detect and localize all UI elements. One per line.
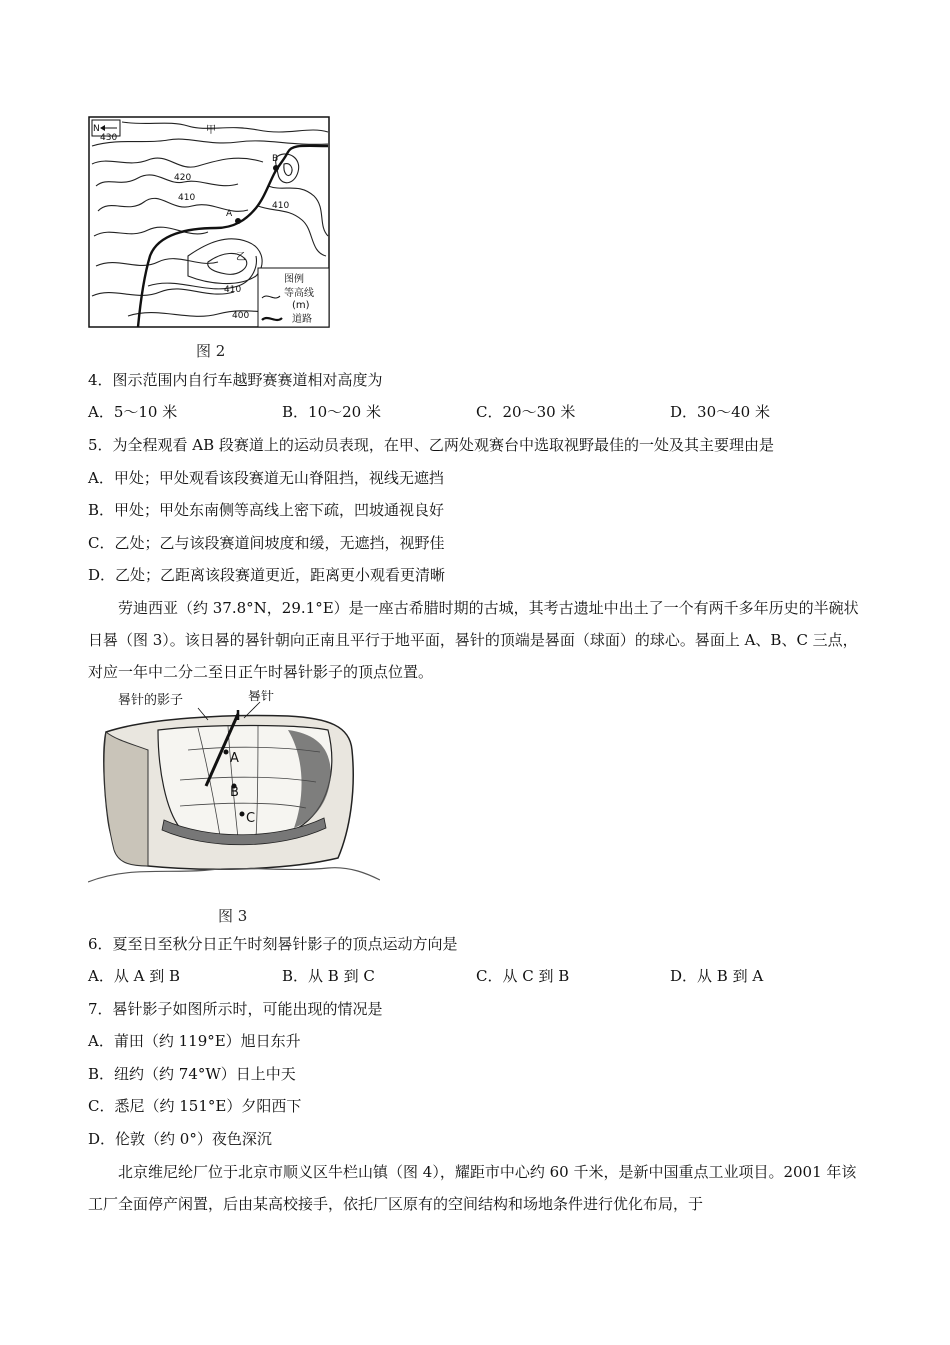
contour-label: 410 [178,193,196,203]
point-a-marker [235,218,241,224]
legend-contour-unit: (m) [292,300,310,311]
point-a-marker [224,750,229,755]
north-label: N [93,124,100,134]
contour-label: 400 [232,311,250,321]
question-4-option-a: A．5～10 米 [88,403,178,421]
sundial-svg [88,690,380,890]
point-b-label: B [272,154,279,164]
point-b-label: B [230,785,239,800]
shadow-label: 晷针的影子 [118,693,184,708]
figure-2-contour-map [88,116,330,328]
question-5-option-a: A．甲处；甲处观看该段赛道无山脊阻挡，视线无遮挡 [88,469,444,487]
question-7-option-a: A．莆田（约 119°E）旭日东升 [88,1032,301,1050]
contour-map-svg [88,116,330,328]
contour-label: 420 [174,173,192,183]
legend-road-label: 道路 [292,314,312,325]
figure-2-caption: 图 2 [196,342,226,360]
yi-label: 乙 [236,252,246,263]
question-5-option-d: D．乙处；乙距离该段赛道更近，距离更小观看更清晰 [88,566,446,584]
question-4-option-d: D．30～40 米 [670,403,770,421]
question-6-option-d: D．从 B 到 A [670,967,764,985]
gnomon-label: 晷针 [248,690,275,704]
point-b-marker [273,165,279,171]
question-4-stem: 4．图示范围内自行车越野赛赛道相对高度为 [88,371,383,389]
point-a-label: A [226,209,233,219]
legend-title: 图例 [284,274,304,285]
contour-label: 430 [100,133,118,143]
contour-label: 410 [224,285,242,295]
stone-side [104,732,148,866]
question-7-stem: 7．晷针影子如图所示时，可能出现的情况是 [88,1000,383,1018]
point-c-label: C [246,811,256,826]
figure-3-sundial [88,690,380,890]
point-a-label: A [230,751,239,766]
point-c-marker [240,812,245,817]
question-7-option-d: D．伦敦（约 0°）夜色深沉 [88,1130,272,1148]
question-4-option-b: B．10～20 米 [282,403,381,421]
question-7-option-b: B．纽约（约 74°W）日上中天 [88,1065,296,1083]
question-5-option-b: B．甲处；甲处东南侧等高线上密下疏，凹坡通视良好 [88,501,445,519]
figure-3-caption: 图 3 [218,907,248,925]
question-5-stem: 5．为全程观看 AB 段赛道上的运动员表现，在甲、乙两处观赛台中选取视野最佳的一处及其主要理由是 [88,436,774,454]
question-6-stem: 6．夏至日至秋分日正午时刻晷针影子的顶点运动方向是 [88,935,458,953]
question-4-option-c: C．20～30 米 [476,403,576,421]
contour-label: 410 [272,201,290,211]
question-6-option-b: B．从 B 到 C [282,967,375,985]
question-6-option-c: C．从 C 到 B [476,967,570,985]
question-7-option-c: C．悉尼（约 151°E）夕阳西下 [88,1097,302,1115]
question-5-option-c: C．乙处；乙与该段赛道间坡度和缓，无遮挡，视野佳 [88,534,445,552]
legend-contour-label: 等高线 [284,288,314,299]
passage-factory: 北京维尼纶厂位于北京市顺义区牛栏山镇（图 4），耀距市中心约 60 千米，是新中国重点工业项目。2001 年该工厂全面停产闲置，后由某高校接手，依托厂区原有的空间结构和场地条件进行优化布局，于 [88,1163,857,1213]
question-6-option-a: A．从 A 到 B [88,967,180,985]
jia-label: 甲 [206,125,216,136]
passage-sundial: 劳迪西亚（约 37.8°N，29.1°E）是一座古希腊时期的古城，其考古遗址中出土了一个有两千多年历史的半碗状日晷（图 3）。该日晷的晷针朝向正南且平行于地平面，晷针的顶端是晷面（球面）的球心。晷面上 A、B、C 三点，对应一年中二分二至日正午时晷针影子的顶点位置。 [88,599,859,681]
